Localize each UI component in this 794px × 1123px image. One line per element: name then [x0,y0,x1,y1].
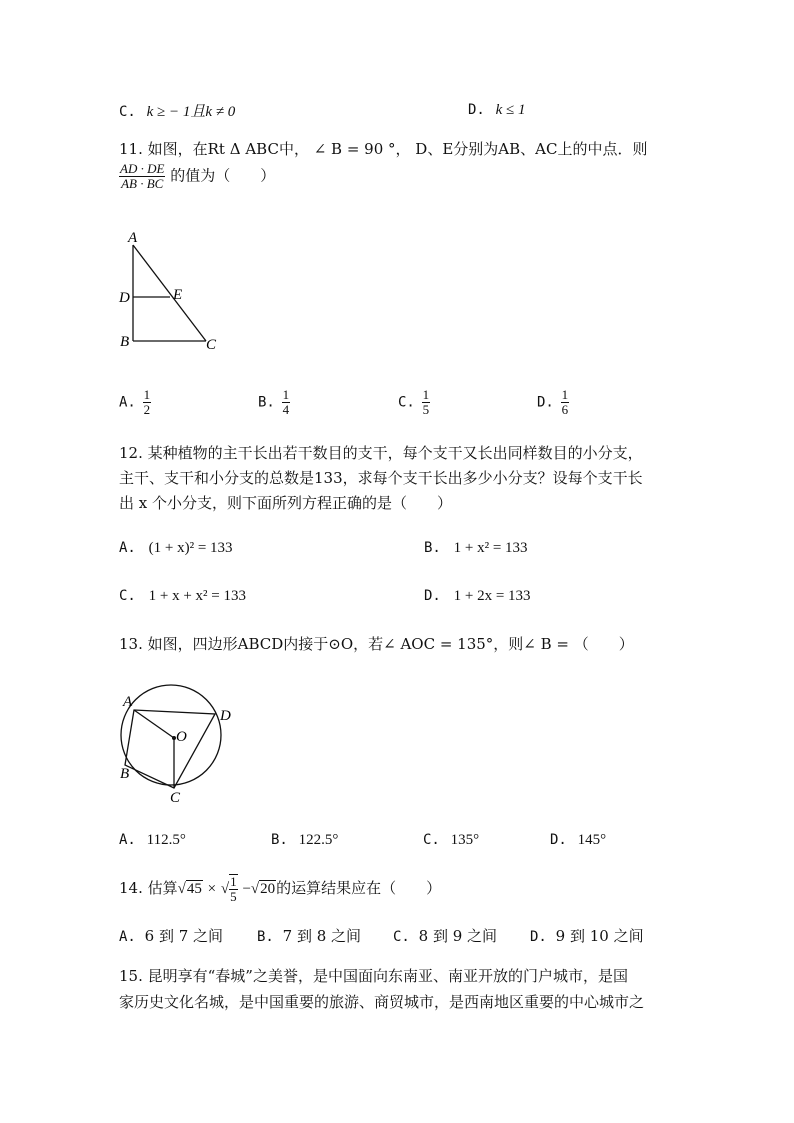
times-symbol: × [207,881,217,897]
option-label: A. [119,929,136,945]
option-fraction [143,388,152,417]
q12-option-d [424,586,531,605]
q14-suffix: 的运算结果应在（ ） [276,879,442,897]
q14-option-b [257,925,361,946]
option-text: 1 + x² = 133 [453,540,528,556]
option-label: D. [530,929,547,945]
option-label: B. [271,832,288,848]
sqrt-symbol: √ [220,881,230,897]
radicand-20: 20 [260,881,276,897]
vertex-label-a: A [123,694,133,710]
option-text: 145° [577,832,607,848]
option-label: C. [398,394,415,411]
option-label: D. [424,588,441,604]
q12-stem-line3: 出 x 个小分支，则下面所列方程正确的是（ ） [119,494,452,512]
fraction-denominator: 6 [561,402,569,417]
q11-stem-line1: 如图，在Rt Δ ABC中， ∠ B = 90 °， D、E分别为AB、AC上的中点．则 [147,140,648,158]
q13-option-b [271,830,338,849]
fraction-denominator: AB · BC [121,176,164,191]
q11-triangle-figure [110,225,230,360]
option-text: 112.5° [146,832,186,848]
q11-option-d [537,388,569,417]
option-label: A. [119,540,136,556]
q11-number: 11. [119,140,143,158]
option-label: A. [119,394,136,411]
option-fraction [561,388,570,417]
q13-option-a [119,830,186,849]
q14-number: 14. [119,879,143,897]
center-label-o: O [176,729,187,745]
q13-stem: 13. 如图，四边形ABCD内接于⊙O，若∠ AOC = 135°，则∠ B = （ ） [119,635,634,653]
fraction-numerator: 1 [230,874,237,889]
q10-option-c [119,100,235,121]
q12-stem-line1: 12. 某种植物的主干长出若干数目的支干，每个支干又长出同样数目的小分支， [119,444,643,462]
fraction-denominator: 5 [422,402,430,417]
option-text: 7 到 8 之间 [282,927,362,945]
option-label: A. [119,832,136,848]
q13-circle-figure [110,680,240,810]
vertex-label-a: A [128,230,138,246]
option-text: 1 + 2x = 133 [453,588,531,604]
option-text: 9 到 10 之间 [555,927,644,945]
q11-fraction [119,162,165,191]
q11-stem-line2 [119,162,275,191]
vertex-label-b: B [120,334,130,350]
q11-stem-tail: 的值为（ ） [170,166,276,185]
option-text: (1 + x)² = 133 [148,540,233,556]
q11-option-a [119,388,151,417]
sqrt-symbol: √ [250,881,260,897]
q11-stem [119,138,647,159]
fraction-numerator: 1 [422,387,430,402]
q10-option-d [468,100,526,119]
q12-option-b [424,538,528,557]
q14-stem [119,874,441,904]
fraction-numerator: AD · DE [120,161,165,176]
minus-symbol: − [242,881,251,897]
fraction-numerator: 1 [282,387,290,402]
option-label: B. [257,929,274,945]
option-label: B. [424,540,441,556]
option-fraction [422,388,431,417]
q13-option-c [423,830,479,849]
option-label: C. [393,929,410,945]
vertex-label-d: D [119,290,130,306]
vertex-label-c: C [170,790,181,806]
q12-stem-line2: 主干、支干和小分支的总数是133，求每个支干长出多少小分支？设每个支干长 [119,469,643,487]
option-text: 122.5° [298,832,339,848]
option-text: 8 到 9 之间 [418,927,498,945]
q12-option-c [119,586,246,605]
radicand-45: 45 [186,881,202,897]
q14-option-d [530,925,644,946]
q14-option-c [393,925,497,946]
option-label: C. [119,588,136,604]
option-text: 6 到 7 之间 [144,927,224,945]
option-label: B. [258,394,275,411]
option-text: k ≤ 1 [495,102,526,118]
q15-stem-line2: 家历史文化名城，是中国重要的旅游、商贸城市，是西南地区重要的中心城市之 [119,993,645,1011]
q11-option-b [258,388,290,417]
option-text: 135° [450,832,480,848]
q14-prefix: 估算 [147,879,178,897]
fraction-denominator: 5 [230,889,237,904]
option-label: D. [550,832,567,848]
fraction-numerator: 1 [561,387,569,402]
q15-stem-line1: 15. 昆明享有“春城”之美誉，是中国面向东南亚、南亚开放的门户城市，是国 [119,967,628,985]
q14-option-a [119,925,223,946]
option-fraction [282,388,291,417]
option-text: k ≥ − 1且k ≠ 0 [146,104,236,120]
option-label: D. [468,102,485,118]
vertex-label-e: E [173,287,183,303]
fraction-numerator: 1 [143,387,151,402]
fraction-denominator: 4 [282,402,290,417]
fraction-denominator: 2 [143,402,151,417]
option-label: C. [119,104,136,120]
option-text: 1 + x + x² = 133 [148,588,247,604]
vertex-label-b: B [120,766,130,782]
vertex-label-d: D [220,708,231,724]
q13-option-d [550,830,606,849]
q11-option-c [398,388,430,417]
vertex-label-c: C [206,337,217,353]
radicand-fraction [229,874,238,904]
option-label: C. [423,832,440,848]
option-label: D. [537,394,554,411]
q12-option-a [119,538,233,557]
sqrt-symbol: √ [177,881,186,897]
